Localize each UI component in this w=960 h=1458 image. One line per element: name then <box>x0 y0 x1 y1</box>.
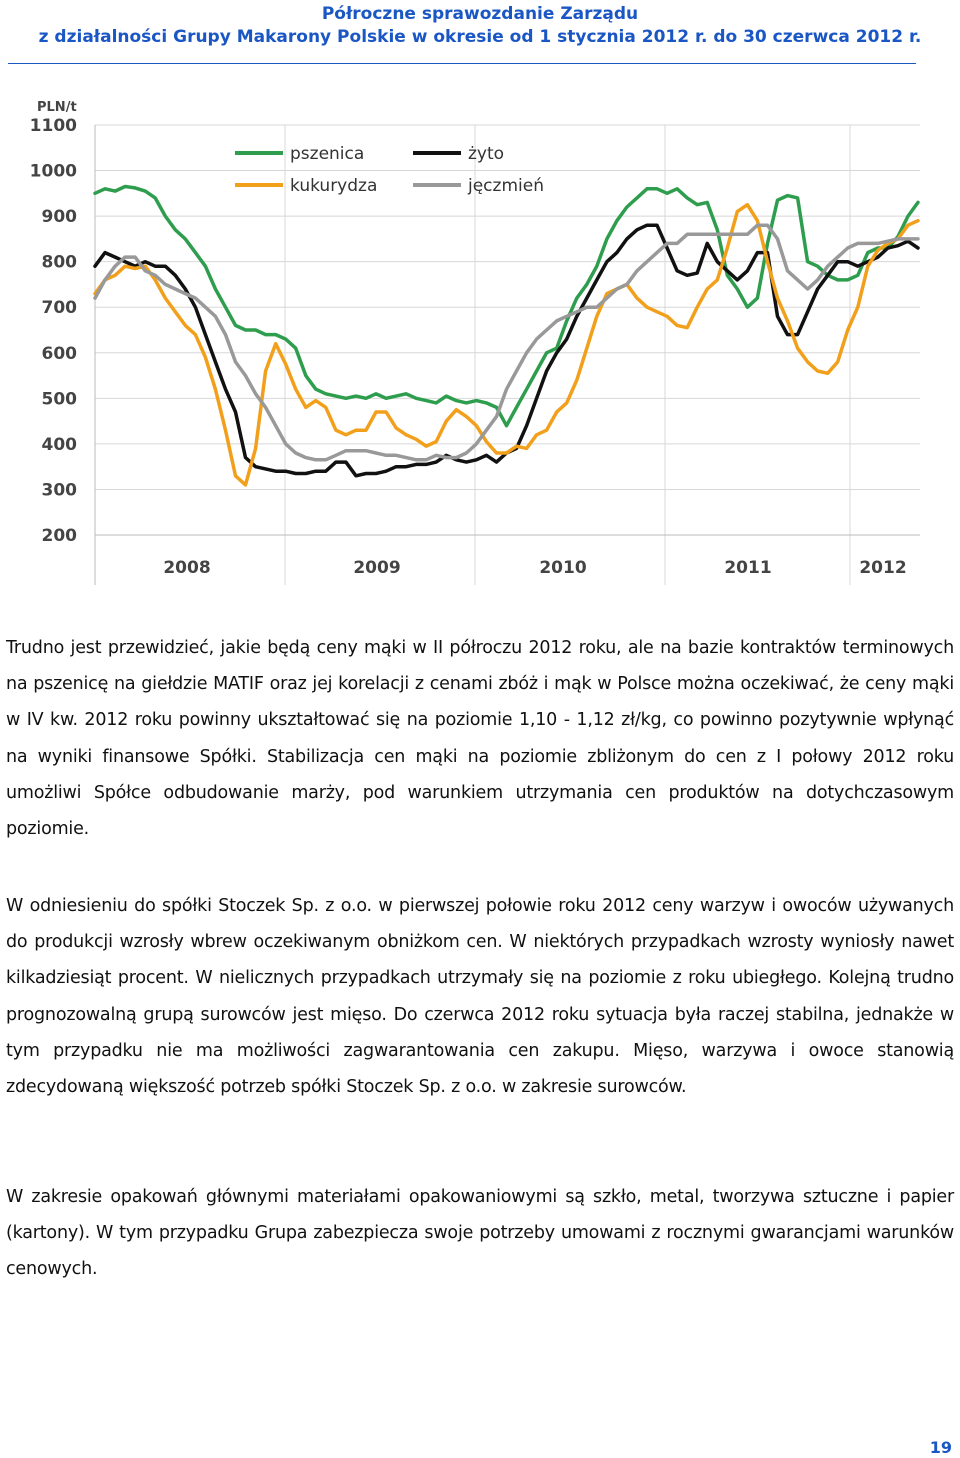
y-tick-label: 600 <box>41 343 77 364</box>
y-tick-label: 700 <box>41 298 77 319</box>
x-tick-label: 2008 <box>163 558 211 578</box>
series-line-żyto <box>95 225 918 476</box>
paragraph-flour-prices: Trudno jest przewidzieć, jakie będą ceny mąki w II półroczu 2012 roku, ale na bazie kontraktów terminowych na pszenicę na giełdzie MATIF oraz jej korelacji z cenami zbóż i mąk w Polsce można oczekiwać, że ceny mąki w IV kw. 2012 roku powinny ukształtować się na poziomie 1,10 - 1,12 zł/kg, co powinno pozytywnie wpłynąć na wyniki finansowe Spółki. Stabilizacja cen mąki na poziomie zbliżonym do cen z I połowy 2012 roku umożliwi Spółce odbudowanie marży, pod warunkiem utrzymania cen produktów na dotychczasowym poziomie. <box>6 638 954 840</box>
y-tick-label: 900 <box>41 207 77 228</box>
y-tick-label: 1000 <box>29 161 77 182</box>
report-subtitle: z działalności Grupy Makarony Polskie w okresie od 1 stycznia 2012 r. do 30 czerwca 2012 r. <box>38 27 922 47</box>
y-tick-label: 800 <box>41 252 77 273</box>
legend-label: żyto <box>468 144 505 164</box>
y-tick-label: 400 <box>41 434 77 455</box>
legend-label: pszenica <box>290 144 365 164</box>
paragraph-packaging: W zakresie opakowań głównymi materiałami opakowaniowymi są szkło, metal, tworzywa sztuczne i papier (kartony). W tym przypadku Grupa zabezpiecza swoje potrzeby umowami z rocznymi gwarancjami warunków cenowych. <box>6 1187 954 1280</box>
x-tick-label: 2009 <box>353 558 401 578</box>
paragraph-stoczek: W odniesieniu do spółki Stoczek Sp. z o.o. w pierwszej połowie roku 2012 ceny warzyw i owoców używanych do produkcji wzrosły wbrew oczekiwanym obniżkom cen. W niektórych przypadkach wzrosty wyniosły nawet kilkadziesiąt procent. W nielicznych przypadkach utrzymały się na poziomie z roku ubiegłego. Kolejną trudno prognozowalną grupą surowców jest mięso. Do czerwca 2012 roku sytuacja była raczej stabilna, jednakże w tym przypadku nie ma możliwości zagwarantowania cen zakupu. Mięso, warzywa i owoce stanowią zdecydowaną większość potrzeb spółki Stoczek Sp. z o.o. w zakresie surowców. <box>6 896 954 1098</box>
header-divider <box>8 63 916 64</box>
chart-legend <box>235 144 544 196</box>
x-tick-label: 2010 <box>539 558 587 578</box>
x-tick-label: 2012 <box>859 558 907 578</box>
y-tick-label: 500 <box>41 389 77 410</box>
y-tick-label: 300 <box>41 480 77 501</box>
x-tick-label: 2011 <box>724 558 772 578</box>
price-chart <box>29 95 920 585</box>
report-title: Półroczne sprawozdanie Zarządu <box>321 4 639 24</box>
page-number: 19 <box>929 1438 952 1457</box>
chart-series <box>95 187 918 485</box>
legend-label: jęczmień <box>468 176 544 196</box>
legend-label: kukurydza <box>290 176 378 196</box>
y-axis-label: PLN/t <box>37 100 77 115</box>
y-tick-label: 200 <box>41 526 77 546</box>
y-tick-label: 1100 <box>29 116 77 136</box>
series-line-kukurydza <box>95 205 918 485</box>
